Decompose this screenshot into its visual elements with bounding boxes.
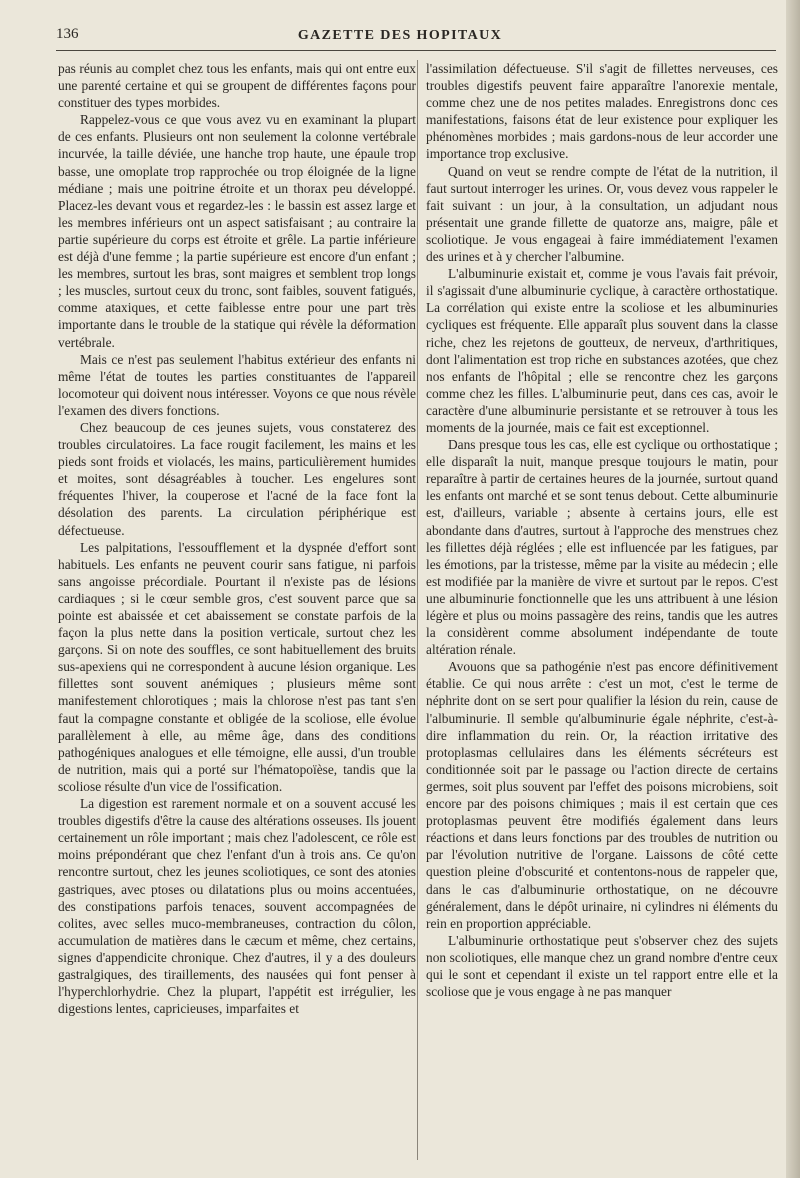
- running-title: GAZETTE DES HOPITAUX: [297, 28, 503, 43]
- page-number: 136: [56, 26, 79, 42]
- paragraph: Avouons que sa pathogénie n'est pas encore définitivement établie. Ce qui nous arrête : c'est un mot, c'est le terme de néphrite dont on se sert pour qualifier la lésion du rein, cause de l'albuminurie. Il semble qu'albuminurie égale néphrite, c'est-à-dire inflammation du rein. Or, la réaction irritative des protoplasmas cellulaires dans les éléments sécréteurs est conditionnée soit par le passage ou l'action directe de certains germes, soit plus souvent par l'effet des poisons microbiens, soit encore par des poisons chimiques ; mais il est certain que ces protoplasmas peuvent être modifiés également dans leurs réactions et dans leurs fonctions par des troubles de nutrition ou par l'évolution nutritive de l'organe. Laissons de côté cette question pleine d'obscurité et contentons-nous de rappeler que, dans le cas d'albuminurie orthostatique, on ne découvre généralement, dans le dépôt urinaire, ni cylindres ni éléments du rein en proportion appréciable.: [426, 659, 778, 931]
- paragraph: Quand on veut se rendre compte de l'état de la nutrition, il faut surtout interroger les urines. Or, vous devez vous rappeler le fait suivant : un jour, à la consultation, un adjudant nous présentait une grande fillette de quatorze ans, maigre, pâle et scoliotique. Je vous engageai à faire immédiatement l'examen des urines et à y chercher l'albumine.: [426, 163, 778, 265]
- paragraph: Dans presque tous les cas, elle est cyclique ou orthostatique ; elle disparaît la nuit, manque presque toujours le matin, pour reparaître à partir de certaines heures de la journée, surtout quand les enfants ont marché et se sont tenus debout. Cette albuminurie est, d'ailleurs, variable ; absente à certains jours, elle est abondante dans d'autres, surtout à l'approche des menstrues chez les fillettes déjà réglées ; elle est influencée par les fatigues, par les émotions, par la tristesse, même par la visite au médecin ; elle est modifiée par la manière de vivre et surtout par le repos. C'est une albuminurie fonctionnelle que les uns attribuent à une lésion légère et plus ou moins passagère des reins, tandis que les autres la considèrent comme absolument indépendante de toute altération rénale.: [426, 437, 778, 658]
- left-column: [58, 60, 416, 1170]
- paragraph: La digestion est rarement normale et on a souvent accusé les troubles digestifs d'être la cause des altérations osseuses. Ils jouent certainement un rôle important ; mais chez l'adolescent, ce rôle est moins prépondérant que chez l'enfant d'un à trois ans. Ce qu'on rencontre surtout, chez les jeunes scoliotiques, ce sont des atonies gastriques, avec ptoses ou dilatations plus ou moins accentuées, des constipations parfois tenaces, souvent accompagnées de colites, avec selles muco-membraneuses, contraction du côlon, accumulation de matières dans le cæcum et même, chez certains, signes d'appendicite chronique. Chez d'autres, il y a des douleurs gastralgiques, des tiraillements, des nausées qui font penser à l'hyperchlorhydrie. Chez la plupart, l'appétit est irrégulier, les digestions lentes, capricieuses, imparfaites et: [58, 796, 416, 1017]
- paragraph: Mais ce n'est pas seulement l'habitus extérieur des enfants ni même l'état de toutes les parties constituantes de l'appareil locomoteur qui doivent nous intéresser. Voyons ce que nous révèle l'examen des divers fonctions.: [58, 351, 416, 418]
- paragraph: Rappelez-vous ce que vous avez vu en examinant la plupart de ces enfants. Plusieurs ont non seulement la colonne vertébrale incurvée, la taille déviée, une hanche trop haute, une épaule trop basse, une omoplate trop rapprochée ou trop éloignée de la ligne médiane ; mais une poitrine étroite et un thorax peu développé. Placez-les devant vous et regardez-les : le bassin est assez large et les membres inférieurs ont un aspect satisfaisant ; au contraire la partie supérieure du corps est étroite et grêle. La partie inférieure est déjà d'une femme ; la partie supérieure est encore d'un enfant ; les membres, surtout les bras, sont maigres et semblent trop longs ; les muscles, surtout ceux du tronc, sont faibles, souvent fatigués, comme ataxiques, et cette faiblesse entre pour une part très importante dans le trouble de la statique qui révèle la déformation vertébrale.: [58, 112, 416, 350]
- paragraph: Chez beaucoup de ces jeunes sujets, vous constaterez des troubles circulatoires. La face rougit facilement, les mains et les pieds sont froids et violacés, les mains, particulièrement humides et moites, sont désagréables à toucher. Les engelures sont fréquentes l'hiver, la couperose et l'acné de la face font la désolation des parents. La circulation périphérique est défectueuse.: [58, 419, 416, 538]
- right-column: [426, 60, 778, 1170]
- paragraph: Les palpitations, l'essoufflement et la dyspnée d'effort sont habituels. Les enfants ne peuvent courir sans fatigue, ni parfois sans angoisse précordiale. Pourtant il n'existe pas de lésions cardiaques ; si le cœur semble gros, c'est souvent parce que sa pointe est abaissée et cet abaissement se constate parfois de la façon la plus nette dans la position verticale, surtout chez les garçons. Si on note des souffles, ce sont habituellement des bruits sus-apexiens qui ne correspondent à aucune lésion organique. Les fillettes sont souvent anémiques ; plusieurs même sont manifestement chlorotiques ; mais la chlorose n'est pas tant s'en faut la compagne constante et obligée de la scoliose, elle évolue parallèlement à elle, au même âge, dans des conditions pathogéniques analogues et elle témoigne, elle aussi, d'un trouble de nutrition, mais qui a porté sur l'hématopoïèse, tandis que la scoliose résulte d'un vice de l'ossification.: [58, 539, 416, 794]
- column-divider: [417, 60, 418, 1160]
- header-rule: [56, 50, 776, 51]
- paragraph: L'albuminurie orthostatique peut s'observer chez des sujets non scoliotiques, elle manque chez un grand nombre d'entre ceux qui le sont et cependant il existe un tel rapport entre elle et la scoliose que je vous engage à ne pas manquer: [426, 932, 778, 1000]
- paragraph: L'albuminurie existait et, comme je vous l'avais fait prévoir, il s'agissait d'une albuminurie cyclique, à caractère orthostatique. La corrélation qui existe entre la scoliose et les albuminuries cycliques est fréquente. Elle apparaît plus souvent dans la classe riche, chez les rejetons de goutteux, de nerveux, d'arthritiques, dont l'alimentation est trop riche en substances azotées, que chez nos enfants de l'hôpital ; elle se rencontre chez les garçons comme chez les filles. L'albuminurie peut, dans ces cas, avoir le caractère d'une albuminurie persistante et se retrouver à tous les moments de la journée, mais ce fait est exceptionnel.: [426, 266, 778, 435]
- paragraph: l'assimilation défectueuse. S'il s'agit de fillettes nerveuses, ces troubles digestifs peuvent faire apparaître l'anorexie mentale, comme chez une de nos petites malades. Enregistrons donc ces manifestations, faisons état de leur existence pour expliquer les phénomènes morbides ; mais gardons-nous de leur accorder une importance trop exclusive.: [426, 61, 778, 162]
- page-edge-shadow: [786, 0, 800, 1178]
- paragraph: pas réunis au complet chez tous les enfants, mais qui ont entre eux une parenté certaine et qui se groupent de différentes façons pour constituer des types morbides.: [58, 61, 416, 111]
